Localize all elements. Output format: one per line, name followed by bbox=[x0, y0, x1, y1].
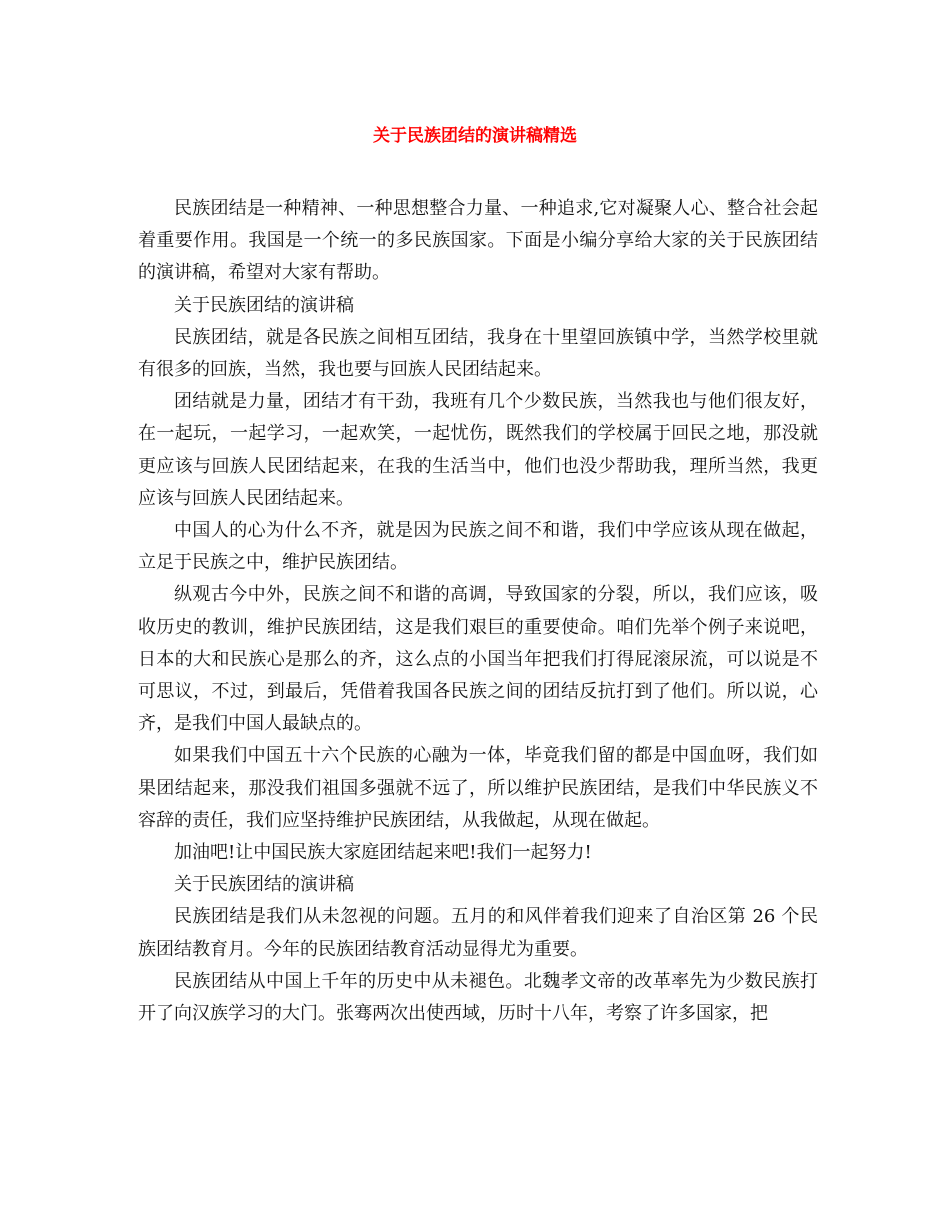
body-paragraph: 中国人的心为什么不齐，就是因为民族之间不和谐，我们中学应该从现在做起，立足于民族之中，维护民族团结。 bbox=[138, 520, 818, 574]
intro-paragraph: 民族团结是一种精神、一种思想整合力量、一种追求,它对凝聚人心、整合社会起着重要作用。我国是一个统一的多民族国家。下面是小编分享给大家的关于民族团结的演讲稿，希望对大家有帮助。 bbox=[138, 198, 818, 284]
body-paragraph: 团结就是力量，团结才有干劲，我班有几个少数民族，当然我也与他们很友好，在一起玩，一起学习，一起欢笑，一起忧伤，既然我们的学校属于回民之地，那没就更应该与回族人民团结起来，在我的生活当中，他们也没少帮助我，理所当然，我更应该与回族人民团结起来。 bbox=[138, 391, 818, 509]
body-paragraph: 民族团结从中国上千年的历史中从未褪色。北魏孝文帝的改革率先为少数民族打开了向汉族学习的大门。张骞两次出使西域，历时十八年，考察了许多国家，把 bbox=[138, 970, 818, 1025]
body-paragraph: 纵观古今中外，民族之间不和谐的高调，导致国家的分裂，所以，我们应该，吸收历史的教训，维护民族团结，这是我们艰巨的重要使命。咱们先举个例子来说吧，日本的大和民族心是那么的齐，这么点的小国当年把我们打得屁滚尿流，可以说是不可思议，不过，到最后，凭借着我国各民族之间的团结反抗打到了他们。所以说，心齐，是我们中国人最缺点的。 bbox=[138, 584, 818, 735]
body-paragraph: 民族团结是我们从未忽视的问题。五月的和风伴着我们迎来了自治区第 26 个民族团结教育月。今年的民族团结教育活动显得尤为重要。 bbox=[138, 906, 818, 960]
document-title: 关于民族团结的演讲稿精选 bbox=[373, 126, 577, 146]
section-heading: 关于民族团结的演讲稿 bbox=[174, 874, 354, 896]
body-paragraph: 民族团结，就是各民族之间相互团结，我身在十里望回族镇中学，当然学校里就有很多的回族，当然，我也要与回族人民团结起来。 bbox=[138, 326, 818, 381]
section-heading: 关于民族团结的演讲稿 bbox=[174, 294, 354, 316]
document-body bbox=[138, 193, 818, 1030]
body-paragraph: 加油吧!让中国民族大家庭团结起来吧!我们一起努力! bbox=[174, 842, 592, 864]
body-paragraph: 如果我们中国五十六个民族的心融为一体，毕竟我们留的都是中国血呀，我们如果团结起来，那没我们祖国多强就不远了，所以维护民族团结，是我们中华民族义不容辞的责任，我们应坚持维护民族团结，从我做起，从现在做起。 bbox=[138, 745, 818, 831]
